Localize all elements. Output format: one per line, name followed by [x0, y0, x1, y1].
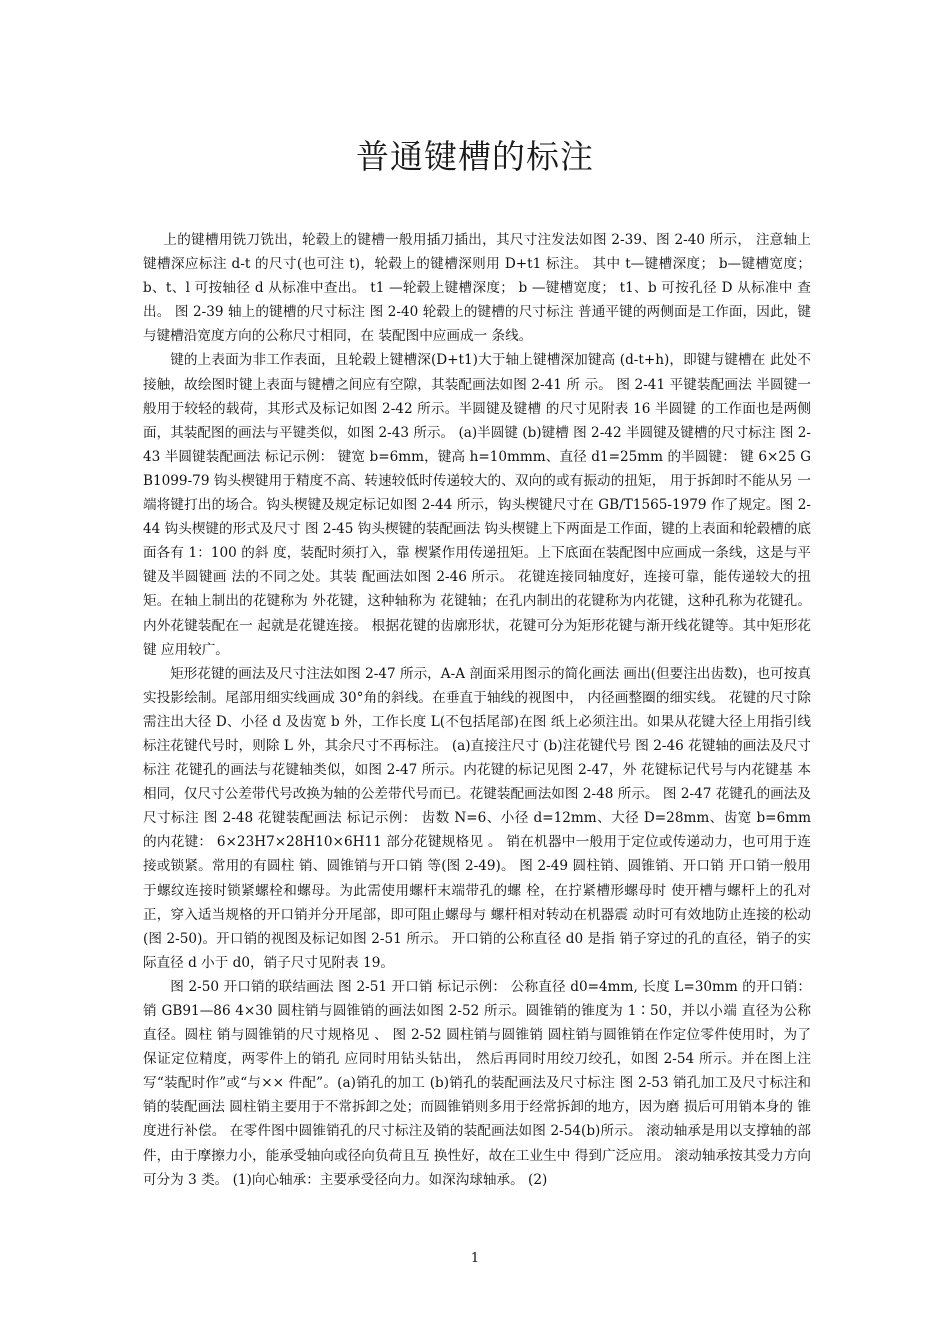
body-paragraph-1: 上的键槽用铣刀铣出，轮毂上的键槽一般用插刀插出，其尺寸注发法如图 2-39、图 2-40 所示， 注意轴上键槽深应标注 d-t 的尺寸(也可注 t)，轮毂上的键槽深则用 D+t1 标注。 其中 t—键槽深度； b—键槽宽度； b、t、l 可按轴径 d 从标准中查出。 t1 —轮毂上键槽深度； b —键槽宽度； t1、b 可按孔径 D 从标准中 查出。 图 2-39 轴上的键槽的尺寸标注 图 2-40 轮毂上的键槽的尺寸标注 普通平键的两侧面是工作面，因此，键与键槽沿宽度方向的公称尺寸相同，在 装配图中应画成一 条线。 [143, 232, 811, 345]
document-body [143, 228, 811, 1192]
body-paragraph-3: 矩形花键的画法及尺寸注法如图 2-47 所示，A-A 剖面采用图示的简化画法 画出(但要注出齿数)，也可按真实投影绘制。尾部用细实线画成 30°角的斜线。在垂直于轴线的视图中， 内径画整圈的细实线。 花键的尺寸除需注出大径 D、小径 d 及齿宽 b 外，工作长度 L(不包括尾部)在图 纸上必须注出。如果从花键大径上用指引线标注花键代号时，则除 L 外，其余尺寸不再标注。 (a)直接注尺寸 (b)注花键代号 图 2-46 花键轴的画法及尺寸标注 花键孔的画法与花键轴类似，如图 2-47 所示。内花键的标记见图 2-47，外 花键标记代号与内花键基 本相同，仅尺寸公差带代号改换为轴的公差带代号而已。花键装配画法如图 2-48 所示。 图 2-47 花键孔的画法及尺寸标注 图 2-48 花键装配画法 标记示例： 齿数 N=6、小径 d=12mm、大径 D=28mm、齿宽 b=6mm 的内花键： 6×23H7×28H10×6H11 部分花键规格见 。 销在机器中一般用于定位或传递动力，也可用于连接或锁紧。常用的有圆柱 销、圆锥销与开口销 等(图 2-49)。 图 2-49 圆柱销、圆锥销、开口销 开口销一般用于螺纹连接时锁紧螺栓和螺母。为此需使用螺杆末端带孔的螺 栓，在拧紧槽形螺母时 使开槽与螺杆上的孔对正，穿入适当规格的开口销并分开尾部，即可阻止螺母与 螺杆相对转动在机器震 动时可有效地防止连接的松动(图 2-50)。开口销的视图及标记如图 2-51 所示。 开口销的公称直径 d0 是指 销子穿过的孔的直径，销子的实际直径 d 小于 d0，销子尺寸见附表 19。 [143, 665, 811, 971]
body-paragraph-4: 图 2-50 开口销的联结画法 图 2-51 开口销 标记示例： 公称直径 d0=4mm, 长度 L=30mm 的开口销： 销 GB91—86 4×30 圆柱销与圆锥销的画法如图 2-52 所示。圆锥销的锥度为 1∶50，并以小端 直径为公称直径。圆柱 销与圆锥销的尺寸规格见 、 图 2-52 圆柱销与圆锥销 圆柱销与圆锥销在作定位零件使用时，为了保证定位精度，两零件上的销孔 应同时用钻头钻出， 然后再同时用绞刀绞孔，如图 2-54 所示。并在图上注写“装配时作”或“与×× 件配”。(a)销孔的加工 (b)销孔的装配画法及尺寸标注 图 2-53 销孔加工及尺寸标注和销的装配画法 圆柱销主要用于不常拆卸之处；而圆锥销则多用于经常拆卸的地方，因为磨 损后可用销本身的 锥度进行补偿。 在零件图中圆锥销孔的尺寸标注及销的装配画法如图 2-54(b)所示。 滚动轴承是用以支撑轴的部件，由于摩擦力小，能承受轴向或径向负荷且互 换性好，故在工业生中 得到广泛应用。 滚动轴承按其受力方向可分为 3 类。 (1)向心轴承：主要承受径向力。如深沟球轴承。 (2) [143, 978, 811, 1188]
body-paragraph-2: 键的上表面为非工作表面，且轮毂上键槽深(D+t1)大于轴上键槽深加键高 (d-t+h)，即键与键槽在 此处不接触，故绘图时键上表面与键槽之间应有空隙，其装配画法如图 2-41 所 示。 图 2-41 平键装配画法 半圆键一般用于较轻的载荷，其形式及标记如图 2-42 所示。半圆键及键槽 的尺寸见附表 16 半圆键 的工作面也是两侧面，其装配图的画法与平键类似，如图 2-43 所示。 (a)半圆键 (b)键槽 图 2-42 半圆键及键槽的尺寸标注 图 2-43 半圆键装配画法 标记示例： 键宽 b=6mm，键高 h=10mmm、直径 d1=25mm 的半圆键： 键 6×25 GB1099-79 钩头楔键用于精度不高、转速较低时传递较大的、双向的或有振动的扭矩， 用于拆卸时不能从另 一端将键打出的场合。钩头楔键及规定标记如图 2-44 所示，钩头楔键尺寸在 GB/T1565-1979 作了规定。图 2-44 钩头楔键的形式及尺寸 图 2-45 钩头楔键的装配画法 钩头楔键上下两面是工作面，键的上表面和轮毂槽的底面各有 1：100 的斜 度，装配时须打入，靠 楔紧作用传递扭矩。上下底面在装配图中应画成一条线，这是与平键及半圆键画 法的不同之处。其装 配画法如图 2-46 所示。 花键连接同轴度好，连接可靠，能传递较大的扭矩。在轴上制出的花键称为 外花键，这种轴称为 花键轴；在孔内制出的花键称为内花键，这种孔称为花键孔。内外花键装配在一 起就是花键连接。 根据花键的齿廓形状，花键可分为矩形花键与渐开线花键等。其中矩形花键 应用较广。 [143, 352, 811, 658]
document-title: 普通键槽的标注 [356, 137, 594, 176]
page-number: 1 [470, 1251, 480, 1266]
